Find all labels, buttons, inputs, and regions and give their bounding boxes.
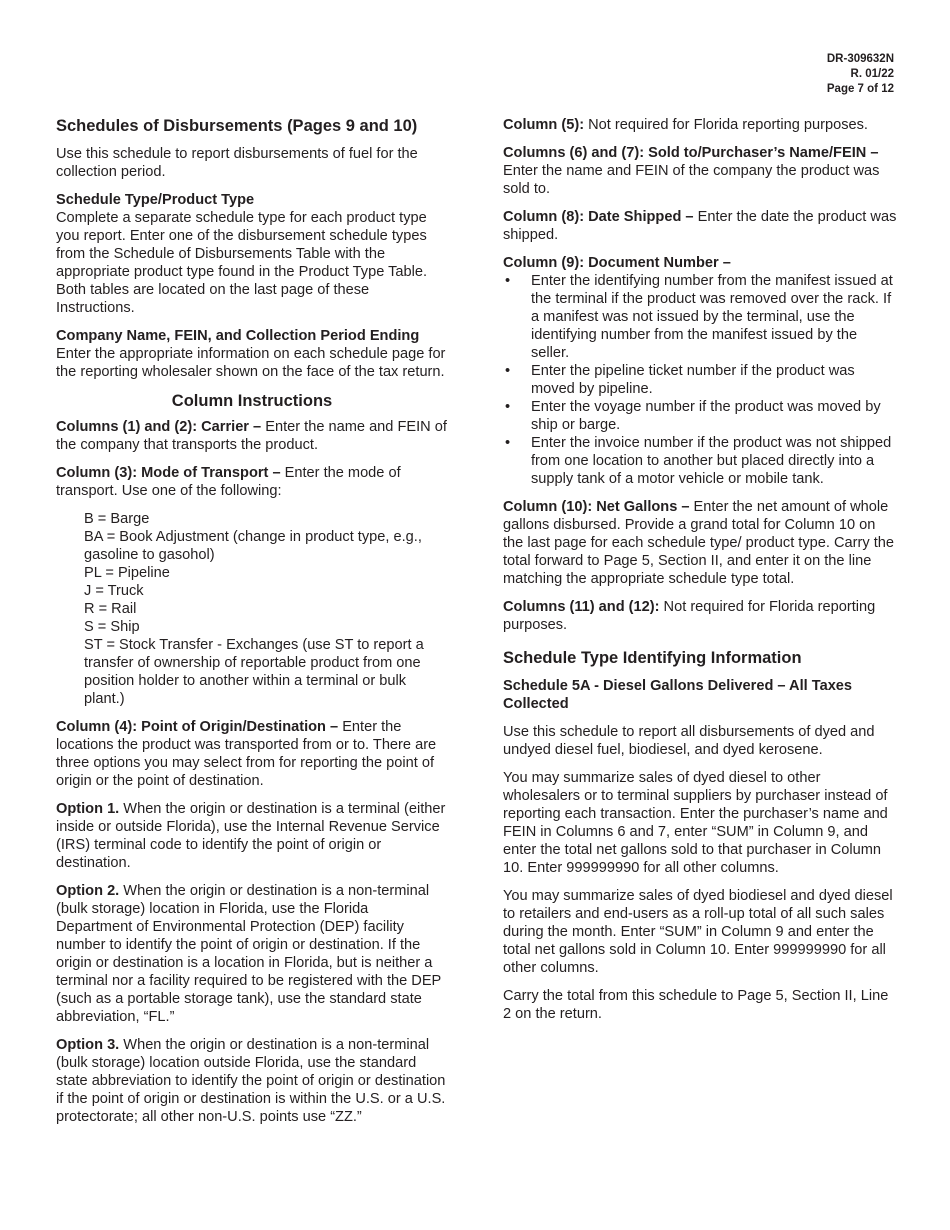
section-title: Schedules of Disbursements (Pages 9 and 10): [56, 117, 418, 135]
company-heading: Company Name, FEIN, and Collection Period Ending: [56, 328, 420, 344]
bullet-item: • Enter the pipeline ticket number if the product was moved by pipeline.: [503, 362, 898, 398]
columns-1-2-label: Columns (1) and (2): Carrier –: [56, 419, 262, 435]
document-number-list: [503, 272, 898, 488]
form-header: [827, 52, 894, 97]
column-instructions-title: Column Instructions: [171, 392, 333, 410]
schedule-info-title: Schedule Type Identifying Information: [503, 649, 802, 667]
column-8-text: Enter the date the product was shipped.: [503, 209, 897, 243]
columns-11-12-text: Not required for Florida reporting purposes.: [503, 599, 876, 633]
option-1-text: When the origin or destination is a terminal (either inside or outside Florida), use the Internal Revenue Service (IRS) terminal code to identify the point of origin or destination.: [56, 801, 446, 871]
columns-1-2-text: Enter the name and FEIN of the company that transports the product.: [56, 419, 447, 453]
columns-6-7-text: Enter the name and FEIN of the company the product was sold to.: [503, 163, 880, 197]
transport-code-list: [56, 510, 448, 708]
column-3-text: Enter the mode of transport. Use one of the following:: [56, 465, 401, 499]
columns-11-12-paragraph: [503, 598, 898, 634]
schedule-5a-paragraph-4: Carry the total from this schedule to Page 5, Section II, Line 2 on the return.: [503, 988, 889, 1022]
column-10-text: Enter the net amount of whole gallons disbursed. Provide a grand total for Column 10 on the last page for each schedule type/ product type. Carry the total forward to Page 5, Section II, and enter it on the line matching the appropriate schedule type total.: [503, 499, 895, 587]
intro-paragraph: Use this schedule to report disbursements of fuel for the collection period.: [56, 146, 418, 180]
columns-6-7-label: Columns (6) and (7): Sold to/Purchaser’s Name/FEIN –: [503, 145, 879, 161]
schedule-5a-paragraph-1: Use this schedule to report all disbursements of dyed and undyed diesel fuel, biodiesel, and dyed kerosene.: [503, 724, 875, 758]
option-2-label: Option 2.: [56, 883, 120, 899]
transport-code: PL = Pipeline: [84, 565, 170, 581]
option-3-label: Option 3.: [56, 1037, 120, 1053]
schedule-5a-heading: [503, 677, 898, 713]
option-1-label: Option 1.: [56, 801, 120, 817]
transport-code: BA = Book Adjustment (change in product type, e.g., gasoline to gasohol): [84, 529, 422, 563]
transport-code: S = Ship: [84, 619, 140, 635]
bullet-item: • Enter the invoice number if the product was not shipped from one location to another but placed directly into a supply tank of a motor vehicle or mobile tank.: [503, 434, 898, 488]
column-8-label: Column (8): Date Shipped –: [503, 209, 694, 225]
column-8-paragraph: [503, 208, 898, 244]
column-5-paragraph: [503, 116, 898, 134]
schedule-type-block: [56, 191, 448, 317]
option-3-text: When the origin or destination is a non-terminal (bulk storage) location outside Florida, use the standard state abbreviation to identify the point of origin or destination if the point of origin or destination is within the U.S. or a U.S. protectorate; all other non-U.S. points use “ZZ.”: [56, 1037, 446, 1125]
transport-code: ST = Stock Transfer - Exchanges (use ST to report a transfer of ownership of reportable product from one position holder to another within a terminal or bulk plant.): [84, 637, 424, 707]
bullet-item: • Enter the identifying number from the manifest issued at the terminal if the product was removed over the rack. If a manifest was not issued by the terminal, use the identifying number from the manifest issued by the seller.: [503, 272, 898, 362]
column-5-text: Not required for Florida reporting purposes.: [584, 117, 868, 133]
form-number: DR-309632N: [826, 53, 894, 65]
transport-code: B = Barge: [84, 511, 150, 527]
company-text: Enter the appropriate information on each schedule page for the reporting wholesaler shown on the face of the tax return.: [56, 346, 446, 380]
column-10-paragraph: [503, 498, 898, 588]
schedule-type-text: Complete a separate schedule type for each product type you report. Enter one of the disbursement schedule types from the Schedule of Disbursements Table with the appropriate product type found in the Product Type Table. Both tables are located on the last page of these Instructions.: [56, 210, 428, 316]
column-3-paragraph: [56, 464, 448, 500]
column-9-label: Column (9): Document Number –: [503, 255, 731, 271]
column-5-label: Column (5):: [503, 117, 585, 133]
column-9-heading: [503, 254, 898, 272]
schedule-5a-heading-text: Schedule 5A - Diesel Gallons Delivered – All Taxes Collected: [503, 678, 853, 712]
company-block: [56, 327, 448, 381]
revision-date: R. 01/22: [850, 68, 894, 80]
column-4-text: Enter the locations the product was transported from or to. There are three options you may select from for reporting the point of origin or the point of destination.: [56, 719, 437, 789]
schedule-type-heading: Schedule Type/Product Type: [56, 192, 255, 208]
option-2-paragraph: [56, 882, 448, 1026]
columns-6-7-paragraph: [503, 144, 898, 198]
transport-code: J = Truck: [84, 583, 144, 599]
right-column: [503, 116, 898, 1033]
option-1-paragraph: [56, 800, 448, 872]
schedule-5a-paragraph-2: You may summarize sales of dyed diesel to other wholesalers or to terminal suppliers by purchaser instead of reporting each transaction. Enter the purchaser’s name and FEIN in Columns 6 and 7, enter “SUM” in Column 9, and enter the total net gallons sold to that purchaser in Column 10. Enter 999999990 for all other columns.: [503, 770, 888, 876]
schedule-5a-paragraph-3: You may summarize sales of dyed biodiesel and dyed diesel to retailers and end-users as a roll-up total of all such sales during the month. Enter “SUM” in Column 9 and enter the total net gallons sold in Column 10. Enter 999999990 for all other columns.: [503, 888, 893, 976]
columns-11-12-label: Columns (11) and (12):: [503, 599, 660, 615]
column-3-label: Column (3): Mode of Transport –: [56, 465, 281, 481]
column-10-label: Column (10): Net Gallons –: [503, 499, 690, 515]
page-number: Page 7 of 12: [826, 83, 894, 95]
transport-code: R = Rail: [84, 601, 137, 617]
column-4-label: Column (4): Point of Origin/Destination –: [56, 719, 339, 735]
left-column: [56, 116, 448, 1136]
columns-1-2-paragraph: [56, 418, 448, 454]
bullet-item: • Enter the voyage number if the product was moved by ship or barge.: [503, 398, 898, 434]
column-4-paragraph: [56, 718, 448, 790]
option-3-paragraph: [56, 1036, 448, 1126]
option-2-text: When the origin or destination is a non-terminal (bulk storage) location in Florida, use the Florida Department of Environmental Protection (DEP) facility number to identify the point of origin or destination. If the origin or destination is a location in Florida, but is neither a terminal nor a facility required to be registered with the DEP (such as a portable storage tank), use the standard state abbreviation, “FL.”: [56, 883, 442, 1025]
